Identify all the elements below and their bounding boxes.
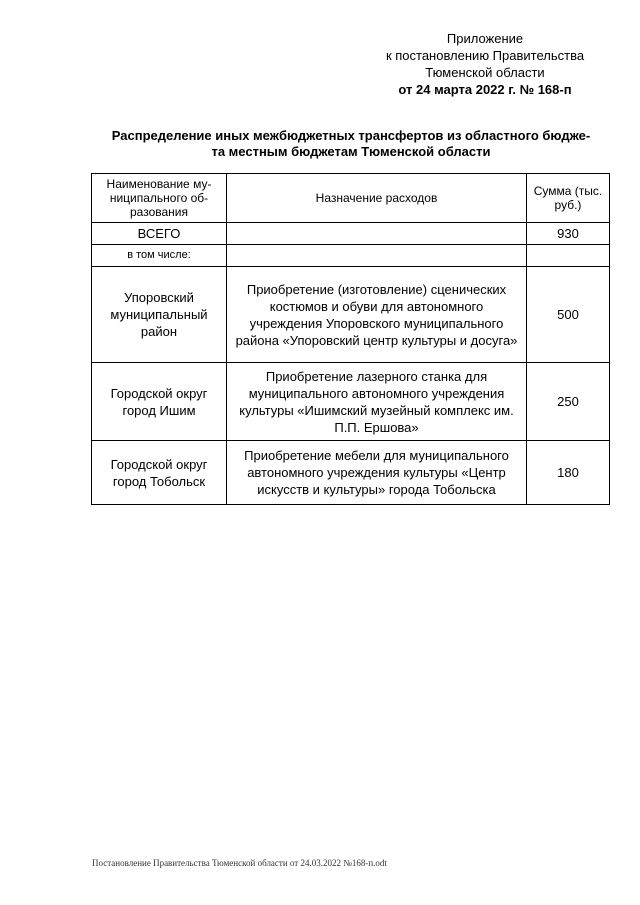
total-sum: 930 xyxy=(527,223,610,245)
total-label: ВСЕГО xyxy=(92,223,227,245)
header-municipality: Наименование му-ниципального об-разования xyxy=(92,174,227,223)
including-empty-sum xyxy=(527,245,610,267)
table-header-row xyxy=(92,174,610,223)
table-row xyxy=(92,441,610,505)
including-empty-purpose xyxy=(227,245,527,267)
document-title xyxy=(88,128,614,160)
title-line-1: Распределение иных межбюджетных трансфертов из областного бюдже- xyxy=(111,128,591,143)
table-row xyxy=(92,363,610,441)
row-sum: 250 xyxy=(527,363,610,441)
distribution-table xyxy=(91,173,610,505)
document-footer: Постановление Правительства Тюменской области от 24.03.2022 №168-п.odt xyxy=(92,858,387,868)
including-row xyxy=(92,245,610,267)
including-label: в том числе: xyxy=(92,245,227,267)
total-row xyxy=(92,223,610,245)
title-line-2: та местным бюджетам Тюменской области xyxy=(211,144,491,159)
table-row xyxy=(92,267,610,363)
row-municipality: Упоровский муниципальный район xyxy=(92,267,227,363)
row-purpose: Приобретение лазерного станка для муниципального автономного учреждения культуры «Ишимский музейный комплекс им. П.П. Ершова» xyxy=(227,363,527,441)
document-header xyxy=(360,30,610,98)
header-date: от 24 марта 2022 г. № 168-п xyxy=(398,82,572,97)
header-sum: Сумма (тыс. руб.) xyxy=(527,174,610,223)
header-appendix: Приложение xyxy=(446,31,524,46)
header-region: Тюменской области xyxy=(425,65,545,80)
row-sum: 180 xyxy=(527,441,610,505)
header-purpose: Назначение расходов xyxy=(227,174,527,223)
row-purpose: Приобретение (изготовление) сценических костюмов и обуви для автономного учреждения Упоровского муниципального района «Упоровский центр культуры и досуга» xyxy=(227,267,527,363)
row-purpose: Приобретение мебели для муниципального автономного учреждения культуры «Центр искусств и культуры» города Тобольска xyxy=(227,441,527,505)
row-sum: 500 xyxy=(527,267,610,363)
header-resolution: к постановлению Правительства xyxy=(385,48,585,63)
row-municipality: Городской округ город Тобольск xyxy=(92,441,227,505)
row-municipality: Городской округ город Ишим xyxy=(92,363,227,441)
total-purpose-empty xyxy=(227,223,527,245)
